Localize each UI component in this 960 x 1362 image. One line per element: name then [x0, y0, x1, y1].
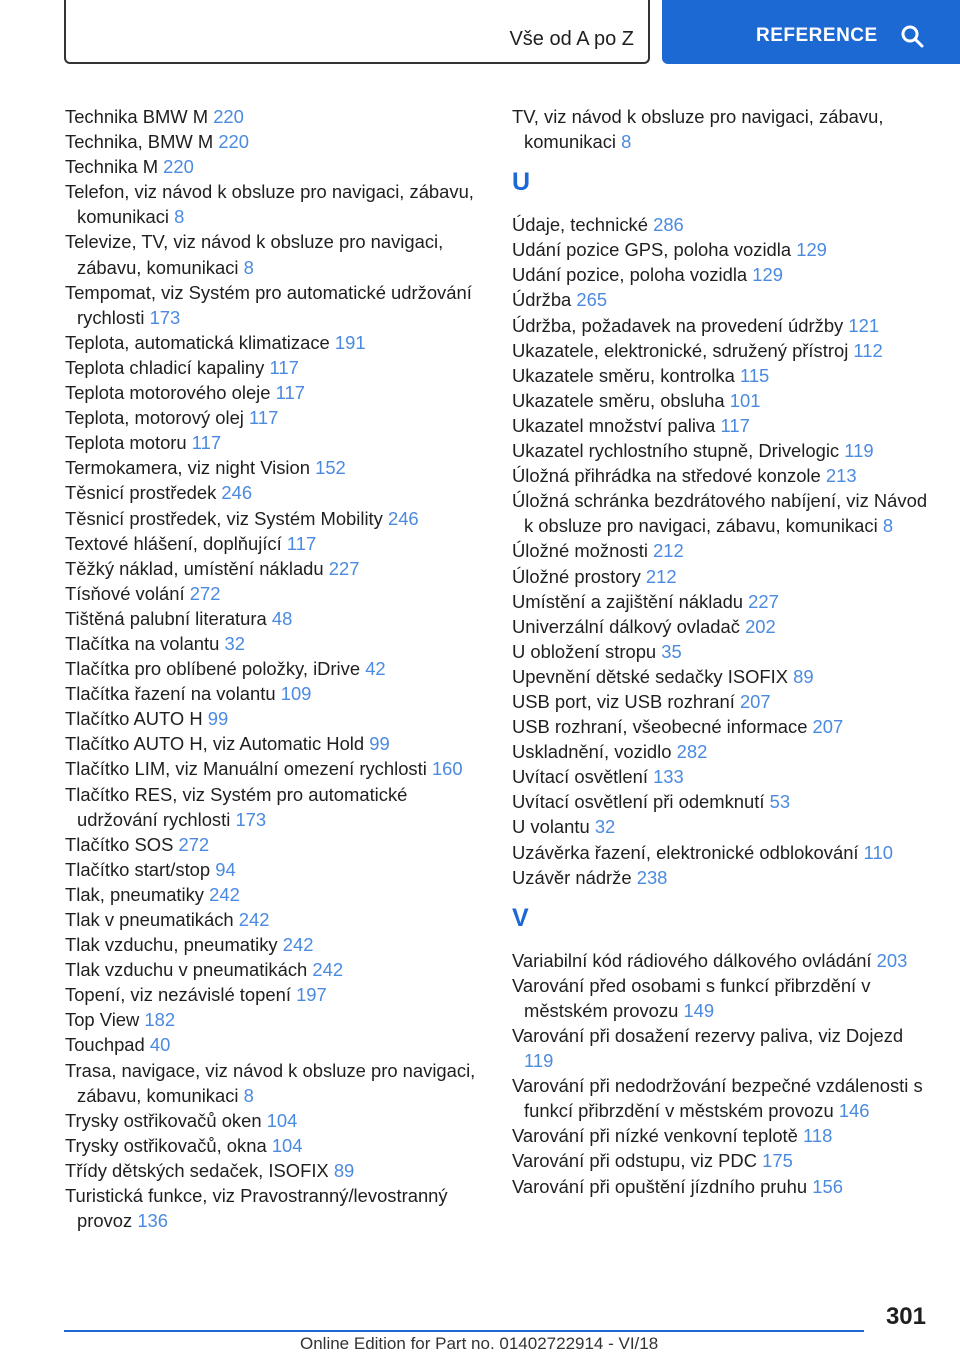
page-link[interactable]: 160 — [431, 758, 463, 780]
index-entry — [65, 1108, 485, 1133]
index-entry-text: Ukazatel rychlostního stupně, Drivelogic — [512, 440, 840, 462]
page-link[interactable]: 8 — [621, 131, 632, 153]
index-entry-text: Ukazatel množství paliva — [512, 414, 716, 436]
index-entry — [65, 179, 485, 229]
index-entry-text: Tlačítko RES, viz Systém pro automatické udržování rychlosti — [65, 783, 408, 830]
page-link[interactable]: 227 — [328, 557, 360, 579]
index-entry-text: U obložení stropu — [512, 640, 657, 662]
page-link[interactable]: 117 — [249, 407, 279, 429]
index-entry — [65, 229, 485, 279]
index-entry-text: Tlačítko LIM, viz Manuální omezení rychlosti — [65, 758, 427, 780]
index-entry — [65, 932, 485, 957]
index-entry — [65, 882, 485, 907]
reference-tab[interactable] — [662, 0, 960, 64]
index-entry — [65, 907, 485, 932]
page-link[interactable]: 119 — [524, 1050, 554, 1072]
page-link[interactable]: 117 — [191, 432, 222, 454]
page-link[interactable]: 242 — [238, 909, 270, 930]
index-entry-text: Uskladnění, vozidlo — [512, 741, 672, 763]
index-entry — [512, 764, 932, 789]
index-entry — [512, 564, 932, 589]
page-link[interactable]: 286 — [653, 214, 684, 236]
index-entry — [512, 338, 932, 363]
index-entry-text: Telefon, viz návod k obsluze pro navigaci, zábavu, komunikaci — [65, 181, 474, 228]
page-link[interactable]: 272 — [189, 582, 221, 604]
index-entry-text: Tlačítko AUTO H — [65, 708, 203, 730]
index-entry-text: Textové hlášení, doplňující — [65, 532, 282, 554]
index-entry — [65, 1133, 485, 1158]
index-entry-text: Tlak vzduchu, pneumatiky — [65, 934, 278, 956]
page-number: 301 — [885, 1303, 926, 1330]
index-entry — [512, 689, 932, 714]
index-column-right — [512, 104, 932, 1199]
page-link[interactable]: 152 — [315, 457, 346, 479]
index-entry — [512, 973, 932, 1023]
index-entry — [512, 1073, 932, 1123]
index-entry-text: U volantu — [512, 816, 590, 838]
page-link[interactable]: 8 — [243, 1084, 254, 1106]
index-entry — [65, 480, 485, 505]
page-link[interactable]: 42 — [365, 658, 386, 680]
index-entry-text: Varování při nedodržování bezpečné vzdálenosti s funkcí přibrzdění v městském provozu — [512, 1075, 923, 1122]
page-link[interactable]: 212 — [645, 565, 677, 587]
page-link[interactable]: 191 — [334, 331, 366, 353]
index-entry — [512, 739, 932, 764]
section-title: Vše od A po Z — [509, 28, 634, 50]
page-link[interactable]: 136 — [137, 1210, 169, 1232]
index-entry-text: Těžký náklad, umístění nákladu — [65, 557, 324, 579]
index-entry — [65, 355, 485, 380]
page-link[interactable]: 53 — [769, 791, 791, 813]
index-entry — [65, 1158, 485, 1183]
index-entry-text: Termokamera, viz night Vision — [65, 457, 310, 479]
index-entry-text: Třídy dětských sedaček, ISOFIX — [65, 1159, 329, 1181]
page-link[interactable]: 40 — [149, 1034, 171, 1056]
page-link[interactable]: 220 — [163, 156, 194, 178]
reference-label: REFERENCE — [756, 25, 878, 46]
page-link[interactable]: 203 — [876, 949, 908, 971]
index-entry — [65, 782, 485, 832]
index-entry — [65, 405, 485, 430]
index-entry-text: Technika M — [65, 156, 159, 178]
page-link[interactable]: 202 — [745, 615, 776, 637]
page-link[interactable]: 109 — [280, 683, 312, 705]
index-entry-text: Tlačítko AUTO H, viz Automatic Hold — [65, 733, 365, 755]
page-link[interactable]: 207 — [739, 690, 771, 712]
page-link[interactable]: 220 — [218, 131, 249, 153]
page-link[interactable]: 8 — [174, 206, 185, 228]
index-entry-text: USB port, viz USB rozhraní — [512, 690, 735, 712]
page-link[interactable]: 118 — [803, 1125, 833, 1147]
index-entry-text: Top View — [65, 1009, 140, 1031]
index-entry-text: Ukazatele, elektronické, sdružený přístroj — [512, 339, 849, 361]
index-entry — [65, 430, 485, 455]
index-letter-u: U — [512, 168, 531, 197]
index-entry — [65, 982, 485, 1007]
index-entry — [65, 832, 485, 857]
index-entry-text: Varování při nízké venkovní teplotě — [512, 1125, 798, 1147]
index-entry — [65, 455, 485, 480]
page-link[interactable]: 272 — [178, 833, 210, 855]
index-entry-text: TV, viz návod k obsluze pro navigaci, zábavu, komunikaci — [512, 106, 884, 153]
index-entry — [512, 438, 932, 463]
index-entry — [512, 589, 932, 614]
index-entry — [65, 1058, 485, 1108]
index-entry-text: Údaje, technické — [512, 214, 648, 236]
index-entry — [512, 262, 932, 287]
index-entry-text: Teplota motorového oleje — [65, 382, 271, 404]
index-entry — [512, 104, 932, 154]
index-entry-text: Teplota chladicí kapaliny — [65, 356, 265, 378]
page-link[interactable]: 227 — [748, 590, 779, 612]
index-entry — [65, 756, 485, 781]
page-link[interactable]: 242 — [312, 959, 344, 981]
page-link[interactable]: 265 — [576, 289, 608, 311]
page-link[interactable]: 119 — [844, 440, 874, 462]
page-link[interactable]: 48 — [271, 607, 293, 629]
index-entry-text: Údržba, požadavek na provedení údržby — [512, 314, 844, 336]
page-link[interactable]: 238 — [636, 866, 668, 888]
page-link[interactable]: 99 — [207, 708, 229, 730]
index-entry-text: Umístění a zajištění nákladu — [512, 590, 744, 612]
page-link[interactable]: 175 — [762, 1150, 793, 1172]
index-entry — [65, 606, 485, 631]
index-entry — [512, 388, 932, 413]
index-entry-text: Varování při opuštění jízdního pruhu — [512, 1175, 808, 1197]
index-entry — [65, 1032, 485, 1057]
index-entry — [65, 556, 485, 581]
index-entry — [65, 506, 485, 531]
page-link[interactable]: 115 — [739, 364, 770, 386]
index-entry — [512, 363, 932, 388]
index-entry — [512, 814, 932, 839]
page-link[interactable]: 104 — [271, 1134, 303, 1156]
index-entry — [512, 212, 932, 237]
index-entry — [512, 1023, 932, 1073]
index-entry-text: Tlačítka řazení na volantu — [65, 683, 276, 705]
page-link[interactable]: 242 — [282, 934, 314, 956]
page-link[interactable]: 182 — [144, 1009, 176, 1031]
page-link[interactable]: 246 — [387, 507, 419, 529]
index-entry-text: Varování při odstupu, viz PDC — [512, 1150, 757, 1172]
index-entry — [65, 1183, 485, 1233]
index-entry — [512, 1148, 932, 1173]
footer-divider — [64, 1330, 864, 1332]
index-entry — [512, 714, 932, 739]
index-entry — [512, 287, 932, 312]
index-entry-text: Tlak v pneumatikách — [65, 909, 234, 930]
page-link[interactable]: 112 — [853, 339, 883, 361]
index-entry-text: Úložné možnosti — [512, 540, 648, 562]
page-link[interactable]: 173 — [149, 306, 181, 328]
index-entry — [65, 154, 485, 179]
page-link[interactable]: 94 — [215, 858, 236, 880]
index-entry-text: Univerzální dálkový ovladač — [512, 615, 740, 637]
index-entry — [512, 789, 932, 814]
page-link[interactable]: 207 — [812, 716, 844, 738]
index-entry-text: Úložné prostory — [512, 565, 641, 587]
index-entry — [65, 531, 485, 556]
page-link[interactable]: 117 — [269, 356, 299, 378]
index-entry-text: Televize, TV, viz návod k obsluze pro navigaci, zábavu, komunikaci — [65, 231, 444, 278]
index-entry-text: Trasa, navigace, viz návod k obsluze pro navigaci, zábavu, komunikaci — [65, 1059, 476, 1106]
index-entry — [65, 681, 485, 706]
index-entry-text: Varování před osobami s funkcí přibrzdění v městském provozu — [512, 974, 871, 1021]
index-entry — [512, 1174, 932, 1199]
page-link[interactable]: 173 — [235, 808, 267, 830]
index-entry-text: Trysky ostřikovačů oken — [65, 1109, 262, 1131]
index-entry — [65, 957, 485, 982]
page-link[interactable]: 89 — [333, 1159, 355, 1181]
page-link[interactable]: 117 — [286, 532, 317, 554]
page-link[interactable]: 32 — [594, 816, 616, 838]
index-entry — [512, 865, 932, 890]
index-entry-text: Úložná přihrádka na středové konzole — [512, 465, 821, 487]
index-entry-text: Trysky ostřikovačů, okna — [65, 1134, 267, 1156]
index-entry-text: Uvítací osvětlení — [512, 766, 648, 788]
page-link[interactable]: 220 — [213, 106, 244, 127]
page-link[interactable]: 129 — [796, 239, 827, 261]
index-entry-text: USB rozhraní, všeobecné informace — [512, 716, 808, 738]
index-entry-text: Tlačítka na volantu — [65, 632, 220, 654]
page-link[interactable]: 129 — [752, 264, 783, 286]
index-entry — [512, 488, 932, 538]
page-link[interactable]: 149 — [683, 999, 715, 1021]
index-entry-text: Technika BMW M — [65, 106, 209, 127]
index-entry — [512, 840, 932, 865]
index-entry-text: Upevnění dětské sedačky ISOFIX — [512, 665, 788, 687]
index-entry — [65, 129, 485, 154]
index-entry-text: Udání pozice GPS, poloha vozidla — [512, 239, 792, 261]
index-entry-text: Variabilní kód rádiového dálkového ovládání — [512, 949, 872, 971]
page-link[interactable]: 101 — [729, 389, 761, 411]
index-entry-text: Turistická funkce, viz Pravostranný/levostranný provoz — [65, 1185, 448, 1232]
index-entry-text: Tlačítko start/stop — [65, 858, 211, 880]
index-letter-v: V — [512, 903, 529, 932]
page-link[interactable]: 89 — [793, 665, 814, 687]
index-entry — [65, 656, 485, 681]
index-entry — [512, 948, 932, 973]
index-entry-text: Uzávěr nádrže — [512, 866, 632, 888]
index-entry — [65, 631, 485, 656]
page-link[interactable]: 133 — [653, 766, 684, 788]
page-link[interactable]: 110 — [863, 841, 893, 863]
index-entry — [65, 330, 485, 355]
page-link[interactable]: 246 — [221, 482, 253, 504]
page-link[interactable]: 32 — [224, 632, 245, 654]
index-entry-text: Technika, BMW M — [65, 131, 214, 153]
page-link[interactable]: 213 — [825, 465, 857, 487]
index-entry-text: Tempomat, viz Systém pro automatické udržování rychlosti — [65, 281, 472, 328]
page-link[interactable]: 242 — [209, 883, 240, 905]
page-link[interactable]: 99 — [369, 733, 390, 755]
index-entry-text: Ukazatele směru, obsluha — [512, 389, 725, 411]
index-entry — [65, 104, 485, 129]
page-link[interactable]: 35 — [661, 640, 682, 662]
index-entry-text: Tlak, pneumatiky — [65, 883, 205, 905]
index-entry-text: Touchpad — [65, 1034, 145, 1056]
page-link[interactable]: 8 — [882, 515, 894, 537]
index-entry — [512, 1123, 932, 1148]
index-entry-text: Tlačítko SOS — [65, 833, 174, 855]
index-entry-text: Těsnicí prostředek — [65, 482, 217, 504]
section-header-tab — [64, 0, 650, 64]
index-entry — [512, 664, 932, 689]
index-entry-text: Uvítací osvětlení při odemknutí — [512, 791, 765, 813]
index-entry-text: Tlačítka pro oblíbené položky, iDrive — [65, 658, 361, 680]
index-entry — [65, 380, 485, 405]
index-entry-text: Udání pozice, poloha vozidla — [512, 264, 748, 286]
page-link[interactable]: 197 — [296, 984, 327, 1006]
index-entry — [65, 581, 485, 606]
page-link[interactable]: 121 — [848, 314, 880, 336]
index-entry — [512, 413, 932, 438]
index-entry — [512, 237, 932, 262]
page-link[interactable]: 104 — [266, 1109, 298, 1131]
index-entry — [512, 313, 932, 338]
index-entry — [65, 1007, 485, 1032]
index-entry-text: Těsnicí prostředek, viz Systém Mobility — [65, 507, 383, 529]
page-link[interactable]: 282 — [676, 741, 708, 763]
page-link[interactable]: 117 — [720, 414, 750, 436]
index-column-left — [65, 104, 485, 1233]
page-link[interactable]: 117 — [275, 382, 305, 404]
footer-edition: Online Edition for Part no. 01402722914 - VI/18 — [300, 1334, 659, 1353]
index-entry — [65, 731, 485, 756]
index-entry-text: Úložná schránka bezdrátového nabíjení, viz Návod k obsluze pro navigaci, zábavu, komunikaci — [512, 490, 928, 537]
index-entry — [512, 639, 932, 664]
index-entry-text: Teplota, motorový olej — [65, 407, 244, 429]
index-entry — [512, 614, 932, 639]
page-link[interactable]: 146 — [838, 1100, 870, 1122]
index-entry-text: Tísňové volání — [65, 582, 185, 604]
index-entry-text: Údržba — [512, 289, 572, 311]
index-entry-text: Uzávěrka řazení, elektronické odblokování — [512, 841, 859, 863]
index-entry-text: Ukazatele směru, kontrolka — [512, 364, 735, 386]
index-entry-text: Teplota motoru — [65, 432, 187, 454]
index-entry-text: Topení, viz nezávislé topení — [65, 984, 291, 1006]
index-entry — [512, 463, 932, 488]
index-entry — [512, 538, 932, 563]
page-link[interactable]: 212 — [653, 540, 684, 562]
index-entry-text: Varování při dosažení rezervy paliva, viz Dojezd — [512, 1025, 904, 1046]
index-entry-text: Tištěná palubní literatura — [65, 607, 267, 629]
index-entry-text: Tlak vzduchu v pneumatikách — [65, 959, 308, 981]
search-icon[interactable] — [900, 24, 924, 48]
page-link[interactable]: 8 — [243, 256, 254, 278]
index-entry — [65, 280, 485, 330]
index-entry — [65, 857, 485, 882]
page-link[interactable]: 156 — [812, 1175, 843, 1197]
index-entry-text: Teplota, automatická klimatizace — [65, 331, 330, 353]
index-entry — [65, 706, 485, 731]
